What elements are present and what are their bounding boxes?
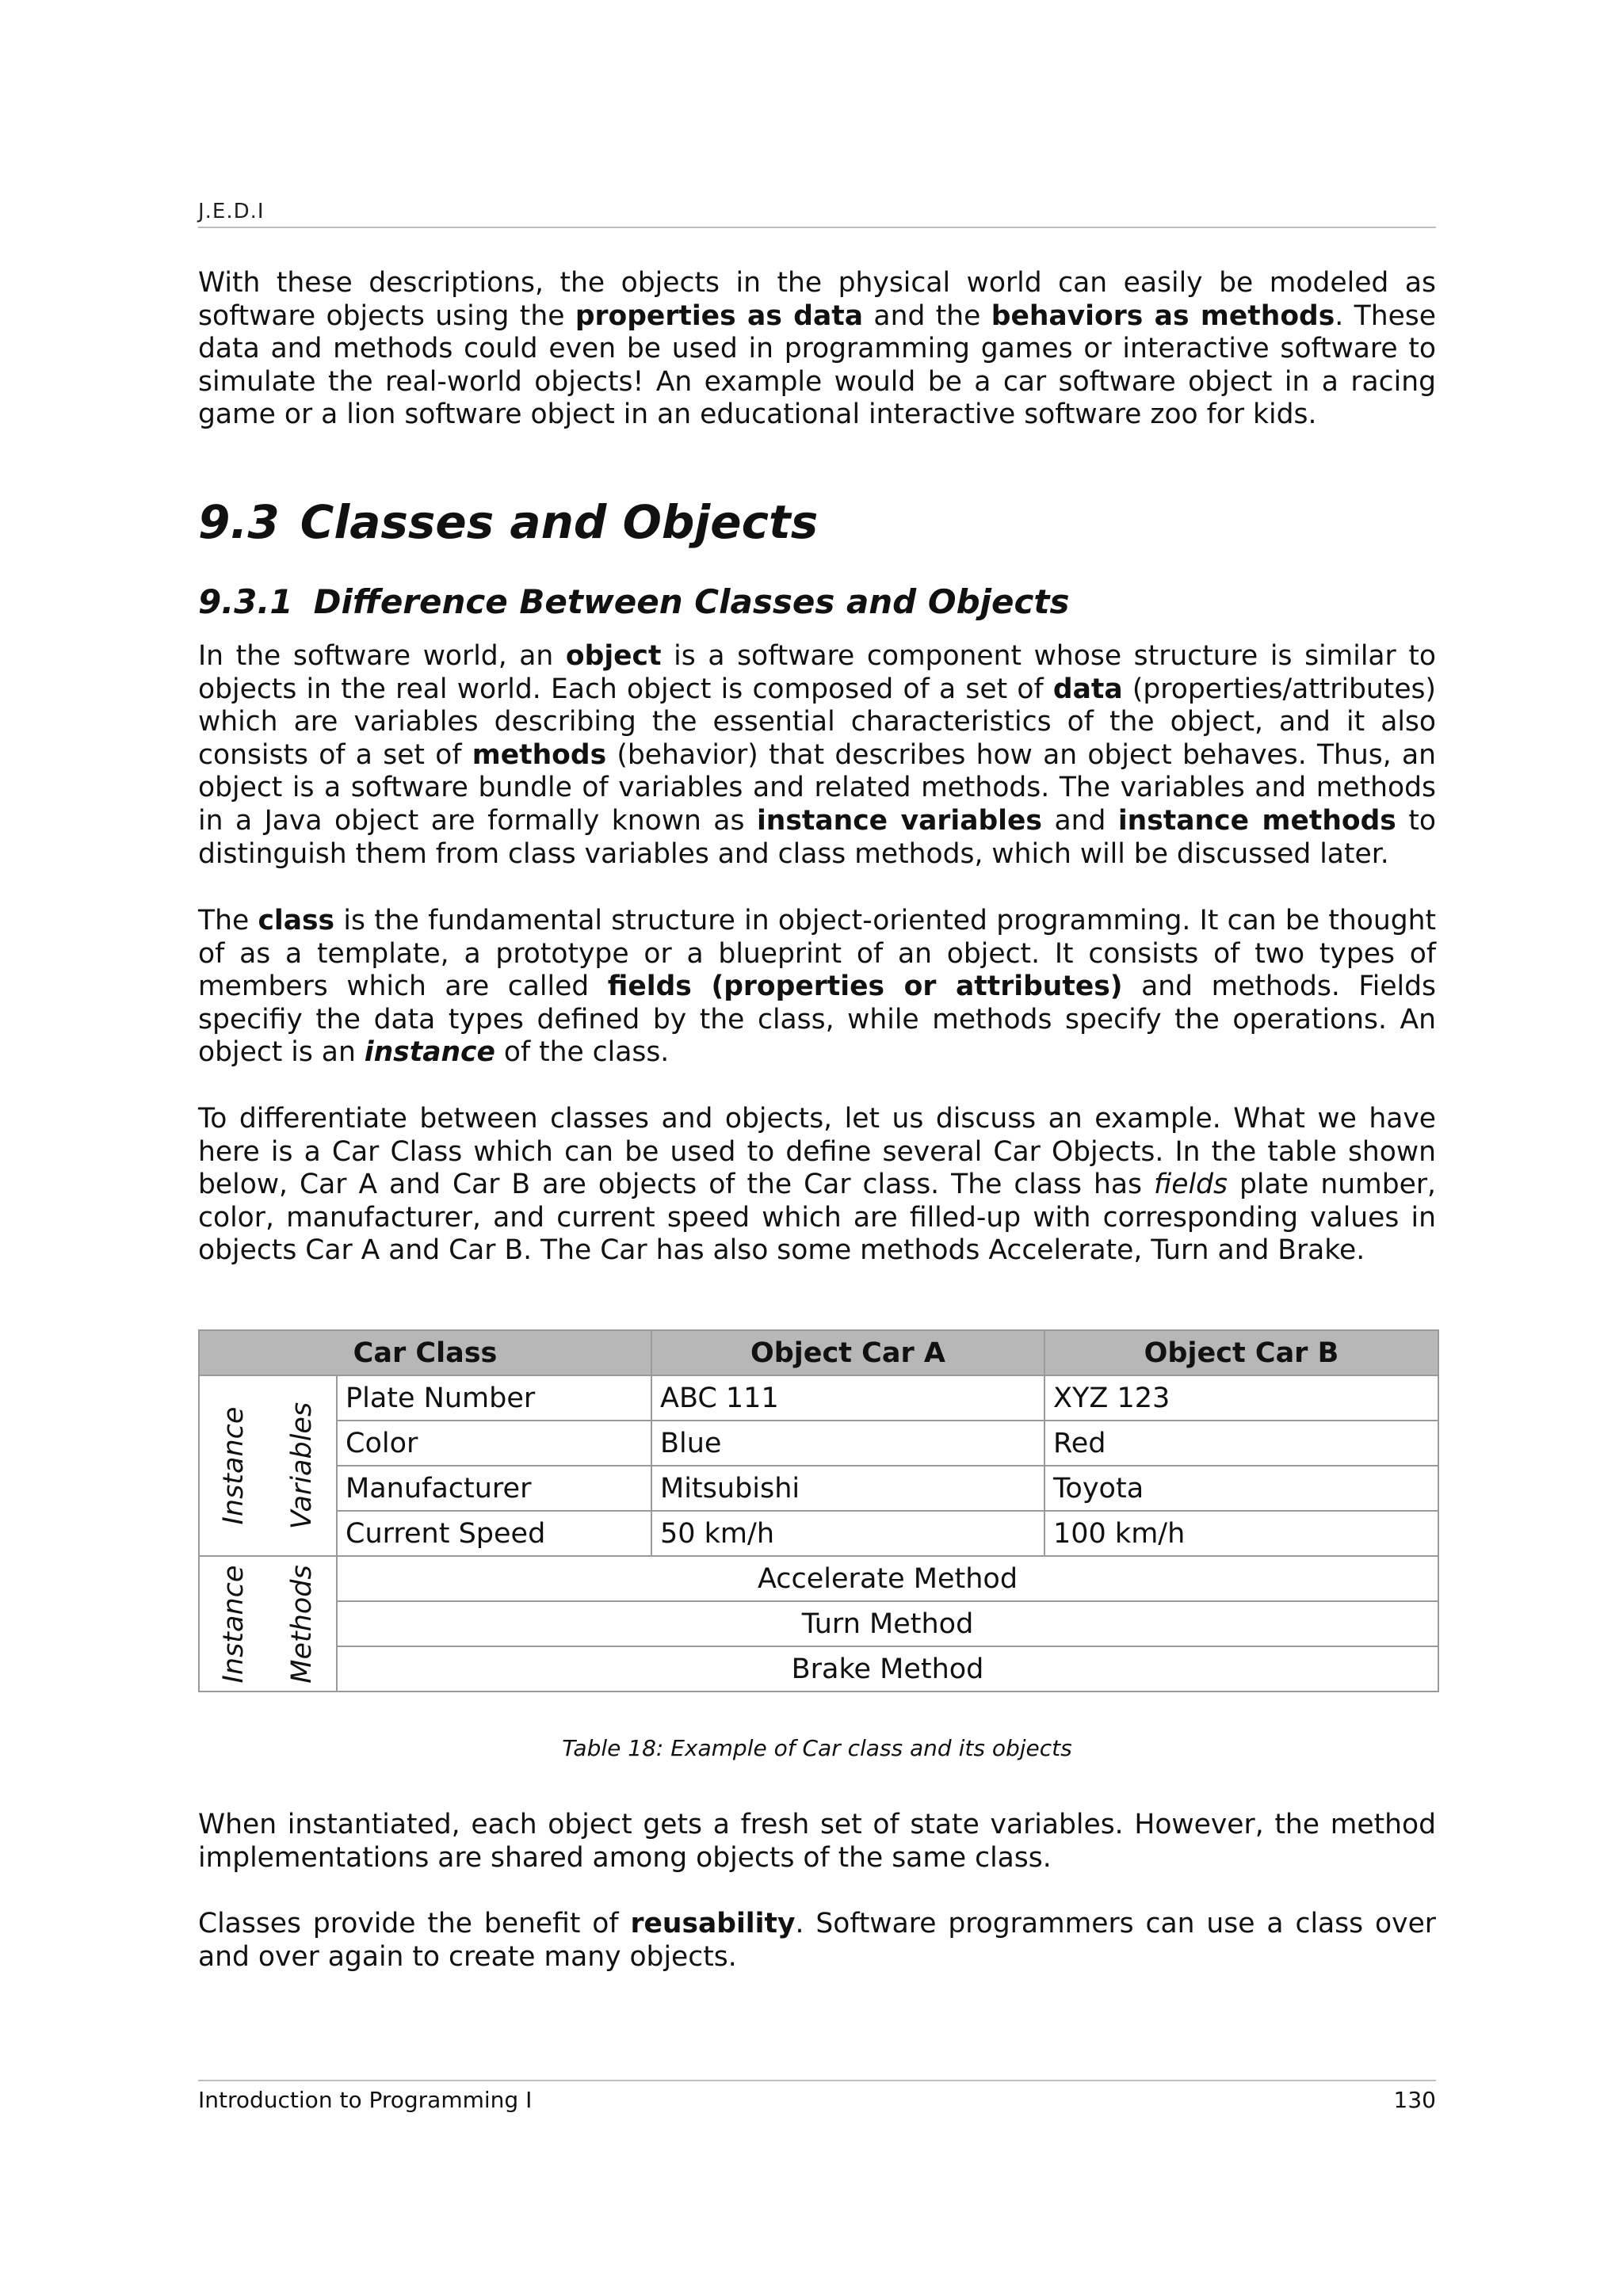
method-cell: Accelerate Method xyxy=(337,1556,1438,1601)
subsection-heading xyxy=(198,582,1070,621)
header-car-class: Car Class xyxy=(199,1330,651,1375)
bold-run: data xyxy=(1052,673,1123,705)
text-run: is a software component whose structure is similar to objects in the real world. Each object is composed of a set of xyxy=(198,640,1436,705)
bold-run: instance methods xyxy=(1117,804,1396,837)
running-header: J.E.D.I xyxy=(198,200,265,223)
text-run: (behavior) that describes how an object behaves. Thus, an object is a software bundle of variables and related methods. The variables and methods in a Java object are formally known as xyxy=(198,738,1436,837)
car-class-table xyxy=(198,1329,1439,1692)
bold-run: properties as data xyxy=(575,299,864,332)
table-row xyxy=(199,1421,1438,1466)
text-run: Classes provide the benefit of xyxy=(198,1908,631,1939)
text-run: to distinguish them from class variables and class methods, which will be discussed later. xyxy=(198,804,1436,870)
instantiation-paragraph xyxy=(198,1809,1436,1875)
method-cell: Turn Method xyxy=(337,1601,1438,1646)
car-b-value: Red xyxy=(1044,1421,1438,1466)
text-run: and methods. Fields specifiy the data types defined by the class, while methods specify the operations. An object is an xyxy=(198,971,1437,1069)
table-row xyxy=(199,1466,1438,1511)
text-run: and xyxy=(1041,804,1118,837)
reusability-paragraph xyxy=(198,1908,1436,1974)
intro-paragraph xyxy=(198,267,1436,432)
car-a-value: Blue xyxy=(651,1421,1044,1466)
text-run: (properties/attributes) which are variables describing the essential characteristics of the object, and it also consists of a set of xyxy=(198,673,1436,771)
table-row xyxy=(199,1646,1438,1691)
footer-book-title: Introduction to Programming I xyxy=(198,2087,533,2113)
section-number: 9.3 xyxy=(198,495,280,549)
car-b-value: Toyota xyxy=(1044,1466,1438,1511)
bold-run: class xyxy=(258,905,335,936)
field-name: Current Speed xyxy=(337,1511,651,1556)
text-run: The xyxy=(198,905,258,936)
header-object-car-b: Object Car B xyxy=(1044,1330,1438,1375)
vertical-label: Variables xyxy=(286,1402,318,1530)
instance-variables-label-1 xyxy=(199,1375,268,1556)
table-row xyxy=(199,1375,1438,1421)
bold-run: instance variables xyxy=(756,804,1042,837)
car-b-value: 100 km/h xyxy=(1044,1511,1438,1556)
field-name: Color xyxy=(337,1421,651,1466)
table-row xyxy=(199,1601,1438,1646)
bold-run: reusability xyxy=(630,1908,796,1939)
table-caption: Table 18: Example of Car class and its objects xyxy=(562,1735,1072,1761)
subsection-title: Difference Between Classes and Objects xyxy=(313,582,1070,621)
object-paragraph xyxy=(198,640,1436,871)
table-header-row xyxy=(199,1330,1438,1375)
car-a-value: ABC 111 xyxy=(651,1375,1044,1421)
instance-methods-label-2 xyxy=(268,1556,337,1691)
text-run: is the fundamental structure in object-oriented programming. It can be thought of as a template, a prototype or a blueprint of an object. It consists of two types of members which are called xyxy=(198,905,1436,1003)
text-run: of the class. xyxy=(495,1036,670,1069)
document-page xyxy=(198,0,1436,2296)
bold-run: fields (properties or attributes) xyxy=(607,971,1123,1003)
text-run: . These data and methods could even be used in programming games or interactive software to simulate the real-world objects! An example would be a car software object in a racing game or a lion software object in an educational interactive software zoo for kids. xyxy=(198,299,1437,431)
section-title: Classes and Objects xyxy=(300,495,819,549)
vertical-label: Methods xyxy=(286,1564,318,1684)
instance-methods-label-1 xyxy=(199,1556,268,1691)
class-paragraph xyxy=(198,905,1436,1070)
instance-variables-label-2 xyxy=(268,1375,337,1556)
text-run: In the software world, an xyxy=(198,640,566,672)
footer-rule xyxy=(198,2080,1436,2081)
table-row xyxy=(199,1511,1438,1556)
example-paragraph xyxy=(198,1103,1436,1268)
bold-italic-run: instance xyxy=(364,1036,495,1069)
field-name: Plate Number xyxy=(337,1375,651,1421)
table-row xyxy=(199,1556,1438,1601)
text-run: . Software programmers can use a class over and over again to create many objects. xyxy=(198,1908,1436,1973)
bold-run: methods xyxy=(472,738,607,771)
method-cell: Brake Method xyxy=(337,1646,1438,1691)
header-rule xyxy=(198,227,1436,228)
text-run: and the xyxy=(863,299,991,332)
header-object-car-a: Object Car A xyxy=(651,1330,1044,1375)
vertical-label: Instance xyxy=(218,1406,250,1525)
car-a-value: Mitsubishi xyxy=(651,1466,1044,1511)
page-number: 130 xyxy=(1393,2087,1436,2113)
car-b-value: XYZ 123 xyxy=(1044,1375,1438,1421)
subsection-number: 9.3.1 xyxy=(198,582,293,621)
vertical-label: Instance xyxy=(218,1565,250,1683)
bold-run: behaviors as methods xyxy=(991,299,1335,332)
car-a-value: 50 km/h xyxy=(651,1511,1044,1556)
field-name: Manufacturer xyxy=(337,1466,651,1511)
text-run: To differentiate between classes and objects, let us discuss an example. What we have here is a Car Class which can be used to define several Car Objects. In the table shown below, Car A and Car B are objects of the Car class. The class has xyxy=(198,1103,1436,1201)
italic-run: fields xyxy=(1153,1169,1228,1201)
bold-run: object xyxy=(565,640,662,672)
text-run: With these descriptions, the objects in the physical world can easily be modeled as software objects using the xyxy=(198,267,1436,332)
section-heading xyxy=(198,495,818,549)
text-run: When instantiated, each object gets a fresh set of state variables. However, the method implementations are shared among objects of the same class. xyxy=(198,1809,1436,1874)
text-run: plate number, color, manufacturer, and current speed which are filled-up with corresponding values in objects Car A and Car B. The Car has also some methods Accelerate, Turn and Brake. xyxy=(198,1169,1436,1267)
